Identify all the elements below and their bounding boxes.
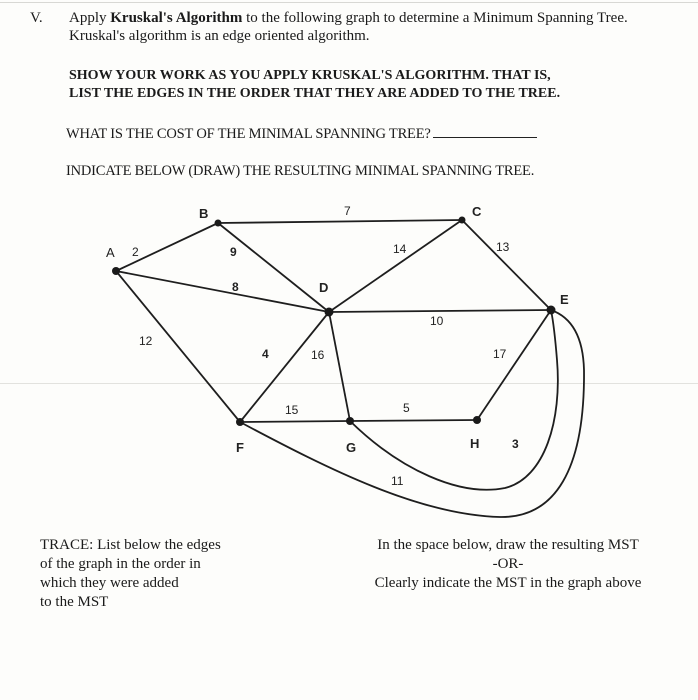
weight-F-G: 15 xyxy=(285,403,299,417)
node-B-dot xyxy=(215,220,222,227)
weight-D-E: 10 xyxy=(430,314,444,328)
node-D-dot xyxy=(325,308,334,317)
trace-line-1: TRACE: List below the edges xyxy=(40,537,221,553)
edge-B-D xyxy=(218,223,329,312)
edge-G-H xyxy=(350,420,477,421)
edge-D-E xyxy=(329,310,551,312)
draw-instructions xyxy=(362,536,654,593)
edge-H-E xyxy=(477,310,551,420)
node-A-dot xyxy=(112,267,120,275)
weight-G-H: 5 xyxy=(403,401,410,415)
node-label-G: G xyxy=(346,440,357,455)
edge-C-E xyxy=(462,220,551,310)
trace-line-2: of the graph in the order in xyxy=(40,556,201,572)
trace-line-3: which they were added xyxy=(40,575,179,591)
weight-A-F: 12 xyxy=(139,334,153,348)
node-label-B: B xyxy=(199,206,209,221)
edge-D-C xyxy=(329,220,462,312)
node-C-dot xyxy=(459,217,466,224)
trace-instructions xyxy=(40,536,260,612)
instruction-line-2: LIST THE EDGES IN THE ORDER THAT THEY ARE ADDED TO THE TREE. xyxy=(69,86,561,101)
weight-B-C: 7 xyxy=(344,204,351,218)
draw-line-1: In the space below, draw the resulting MST xyxy=(377,537,639,553)
weight-D-F: 16 xyxy=(311,348,325,362)
edge-A-D xyxy=(116,271,329,312)
edge-B-C xyxy=(218,220,462,223)
weight-F-E: 11 xyxy=(391,474,404,488)
trace-line-4: to the MST xyxy=(40,594,109,610)
node-E-dot xyxy=(547,306,556,315)
edge-D-G xyxy=(329,312,350,421)
node-F-dot xyxy=(236,418,244,426)
weight-C-E: 13 xyxy=(496,240,510,254)
edge-A-F xyxy=(116,271,240,422)
node-label-A: A xyxy=(106,245,115,260)
weight-D-G: 4 xyxy=(262,347,269,361)
node-label-C: C xyxy=(472,204,482,219)
weight-D-C: 14 xyxy=(393,242,407,256)
instruction-line-1: SHOW YOUR WORK AS YOU APPLY KRUSKAL'S ALGORITHM. THAT IS, xyxy=(69,68,551,83)
node-H-dot xyxy=(473,416,481,424)
question-line-1-pre: Apply xyxy=(69,10,111,26)
weight-B-D: 9 xyxy=(230,245,237,259)
question-line-1-post: to the following graph to determine a Minimum Spanning Tree. xyxy=(242,10,628,26)
question-number: V. xyxy=(30,10,43,26)
weight-G-E: 3 xyxy=(512,437,519,451)
draw-instruction: INDICATE BELOW (DRAW) THE RESULTING MINIMAL SPANNING TREE. xyxy=(66,163,535,179)
edge-G-E-curve xyxy=(350,310,558,490)
weight-H-E: 17 xyxy=(493,347,507,361)
question-line-2: Kruskal's algorithm is an edge oriented algorithm. xyxy=(69,28,370,44)
node-label-H: H xyxy=(470,436,480,451)
question-line-1-bold: Kruskal's Algorithm xyxy=(110,10,243,26)
draw-line-2: -OR- xyxy=(492,556,524,572)
draw-line-3: Clearly indicate the MST in the graph above xyxy=(374,575,642,591)
weight-A-B: 2 xyxy=(132,245,139,259)
node-G-dot xyxy=(346,417,354,425)
cost-question-text: WHAT IS THE COST OF THE MINIMAL SPANNING TREE? xyxy=(66,126,431,142)
node-label-E: E xyxy=(560,292,569,307)
weight-A-D: 8 xyxy=(232,280,239,294)
edge-F-G xyxy=(240,421,350,422)
node-label-D: D xyxy=(319,280,329,295)
node-label-F: F xyxy=(236,440,244,455)
